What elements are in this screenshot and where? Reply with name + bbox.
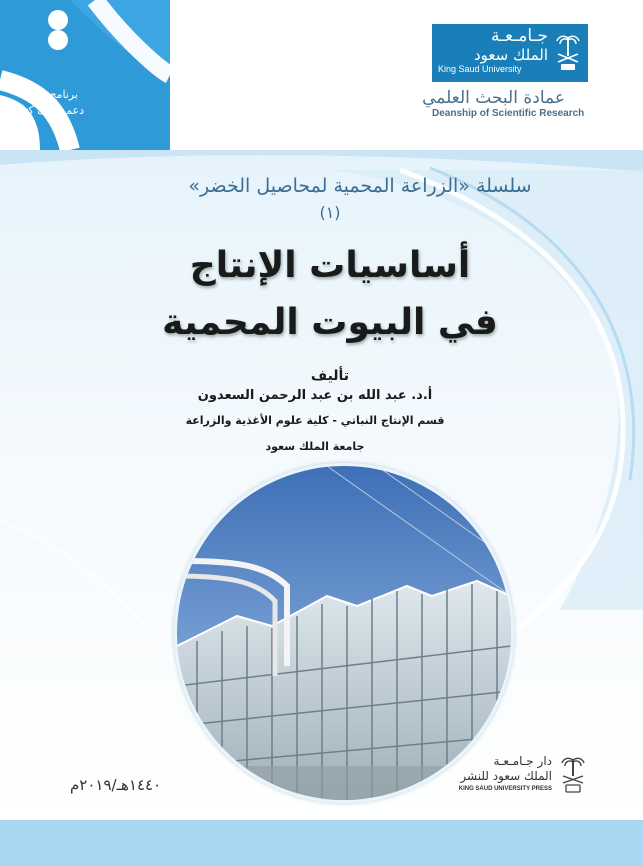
badge-line1: برنامج — [49, 88, 78, 101]
book-title-line1: أساسيات الإنتاج — [189, 245, 471, 286]
university-name-ar-line1: جـامـعـة — [490, 26, 548, 46]
palm-swords-icon — [554, 32, 582, 72]
university-logo — [432, 24, 588, 82]
publisher-name-ar-line1: دار جـامـعـة — [493, 754, 552, 768]
badge-line2: دعم تأليف كتاب — [11, 104, 84, 117]
publisher-name-ar-line2: الملك سعود للنشر — [460, 769, 552, 783]
author-department: قسم الإنتاج النباتي - كلية علوم الأغذية والزراعة — [185, 414, 445, 427]
book-title-line2: في البيوت المحمية — [162, 302, 498, 343]
university-name-en: King Saud University — [438, 64, 522, 74]
author-university: جامعة الملك سعود — [265, 440, 365, 453]
deanship-name-en: Deanship of Scientific Research — [432, 108, 585, 119]
publisher-name-ar — [460, 754, 552, 784]
program-badge — [0, 0, 170, 150]
deanship-name-ar: عمادة البحث العلمي — [422, 88, 565, 108]
series-number: (١) — [319, 203, 341, 222]
publication-date: ١٤٤٠هـ/٢٠١٩م — [70, 776, 162, 794]
author-name: أ.د. عبد الله بن عبد الرحمن السعدون — [197, 388, 433, 403]
footer-band — [0, 820, 643, 866]
publisher-name-en: KING SAUD UNIVERSITY PRESS — [458, 786, 552, 792]
university-name-ar-line2: الملك سعود — [473, 46, 548, 64]
authored-by-label: تأليف — [310, 368, 350, 384]
series-title: سلسلة «الزراعة المحمية لمحاصيل الخضر» — [188, 175, 532, 197]
palm-swords-icon — [558, 754, 588, 794]
publisher-logo — [450, 752, 590, 798]
